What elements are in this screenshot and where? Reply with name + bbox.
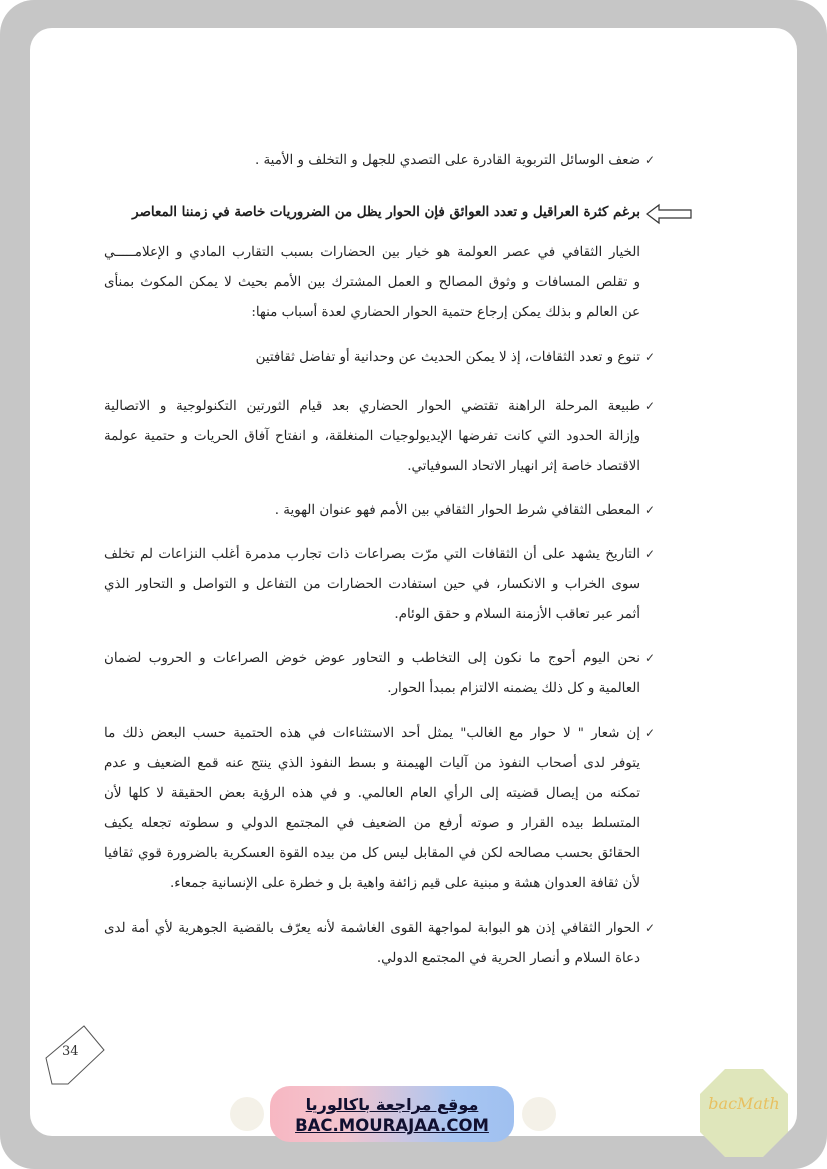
text-line: نحن اليوم أحوج ما نكون إلى التخاطب و التحاور عوض خوض الصراعات و الحروب لضمان xyxy=(104,651,640,666)
checkmark-icon: ✓ xyxy=(644,547,655,561)
text-line: العالمية و كل ذلك يضمنه الالتزام بمبدأ الحوار. xyxy=(387,681,640,696)
text-line: التاريخ يشهد على أن الثقافات التي مرّت بصراعات ذات تجارب مدمرة أغلب النزاعات لم تخلف xyxy=(104,547,640,562)
checkmark-icon: ✓ xyxy=(644,726,655,740)
text-line: يتوفر لدى أصحاب النفوذ من آليات الهيمنة و بسط النفوذ الذي ينتج عنه قمع الضعيف و عدم xyxy=(104,756,640,771)
site-name[interactable]: موقع مراجعة باكالوريا xyxy=(305,1095,479,1114)
site-logo-icon xyxy=(230,1097,264,1131)
text-line: المتسلط بيده القرار و صوته أرفع من الضعيف في المجتمع الدولي و سطوته تجعله يكيف xyxy=(104,816,640,831)
heading-line: برغم كثرة العراقيل و تعدد العوائق فإن الحوار يظل من الضروريات خاصة في زمننا المعاصر xyxy=(132,204,640,220)
checkmark-icon: ✓ xyxy=(644,651,655,665)
text-line: و تقلص المسافات و وثوق المصالح و العمل المشترك بين الأمم بحيث لا يمكن المكوث بمنأى xyxy=(104,275,640,290)
text-line: الخيار الثقافي في عصر العولمة هو خيار بين الحضارات بسبب التقارب المادي و الإعلامـــــي xyxy=(104,245,640,260)
bullet-item xyxy=(104,349,655,367)
text-line: تنوع و تعدد الثقافات، إذ لا يمكن الحديث عن وحدانية أو تفاضل ثقافتين xyxy=(255,350,640,365)
bullet-item xyxy=(104,502,655,520)
checkmark-icon: ✓ xyxy=(644,153,655,167)
text-line: لأن ثقافة العدوان هشة و مبنية على قيم زائفة واهية بل و خطرة على الإنسانية جمعاء. xyxy=(170,876,640,891)
checkmark-icon: ✓ xyxy=(644,399,655,413)
text-line: دعاة السلام و أنصار الحرية في المجتمع الدولي. xyxy=(376,951,640,966)
checkmark-icon: ✓ xyxy=(644,350,655,364)
text-line: ضعف الوسائل التربوية القادرة على التصدي للجهل و التخلف و الأمية . xyxy=(254,153,640,168)
text-line: تمكنه من إيصال قضيته إلى الرأي العام العالمي. و في هذه الرؤية بعض الحقيقة لا كلها لأن xyxy=(104,786,640,801)
site-logo-icon xyxy=(522,1097,556,1131)
text-line: الاقتصاد خاصة إثر انهيار الاتحاد السوفياتي. xyxy=(407,459,640,474)
bullet-item xyxy=(104,725,655,895)
section-heading xyxy=(104,203,640,221)
text-line: وإزالة الحدود التي كانت تفرضها الإيديولوجيات المنغلقة، و انفتاح آفاق الحريات و حتمية عولمة xyxy=(104,429,640,444)
text-line: سوى الخراب و الانكسار، في حين استفادت الحضارات من التفاعل و التواصل و التحاور الذي xyxy=(104,577,640,592)
arrow-left-icon xyxy=(646,203,692,225)
text-line: أثمر عبر تعاقب الأزمنة السلام و حقق الوئام. xyxy=(394,607,640,622)
text-line: عن العالم و بذلك يمكن إرجاع حتمية الحوار الحضاري لعدة أسباب منها: xyxy=(251,305,640,320)
site-url-link[interactable]: BAC.MOURAJAA.COM xyxy=(295,1116,489,1135)
paragraph xyxy=(104,244,640,324)
bullet-item xyxy=(104,152,655,170)
bullet-item xyxy=(104,546,655,626)
site-banner[interactable] xyxy=(270,1086,514,1142)
bullet-item xyxy=(104,650,655,700)
checkmark-icon: ✓ xyxy=(644,921,655,935)
bacmath-logo xyxy=(698,1067,790,1159)
text-line: المعطى الثقافي شرط الحوار الثقافي بين الأمم فهو عنوان الهوية . xyxy=(274,503,640,518)
text-line: طبيعة المرحلة الراهنة تقتضي الحوار الحضاري بعد قيام الثورتين التكنولوجية و الاتصالية xyxy=(104,399,640,414)
text-line: الحوار الثقافي إذن هو البوابة لمواجهة القوى الغاشمة لأنه يعرّف بالقضية الجوهرية لأي أمة لدى xyxy=(104,921,640,936)
bullet-item xyxy=(104,398,655,478)
logo-text: bacMath xyxy=(708,1094,780,1113)
text-line: إن شعار " لا حوار مع الغالب" يمثل أحد الاستثناءات في هذه الحتمية حسب البعض ذلك ما xyxy=(104,726,640,741)
bullet-item xyxy=(104,920,655,970)
page-number: 34 xyxy=(62,1044,79,1059)
checkmark-icon: ✓ xyxy=(644,503,655,517)
text-line: الحقائق بحسب مصالحه لكن في المقابل ليس كل من بيده القوة العسكرية بالضرورة قوي ثقافيا xyxy=(104,846,640,861)
